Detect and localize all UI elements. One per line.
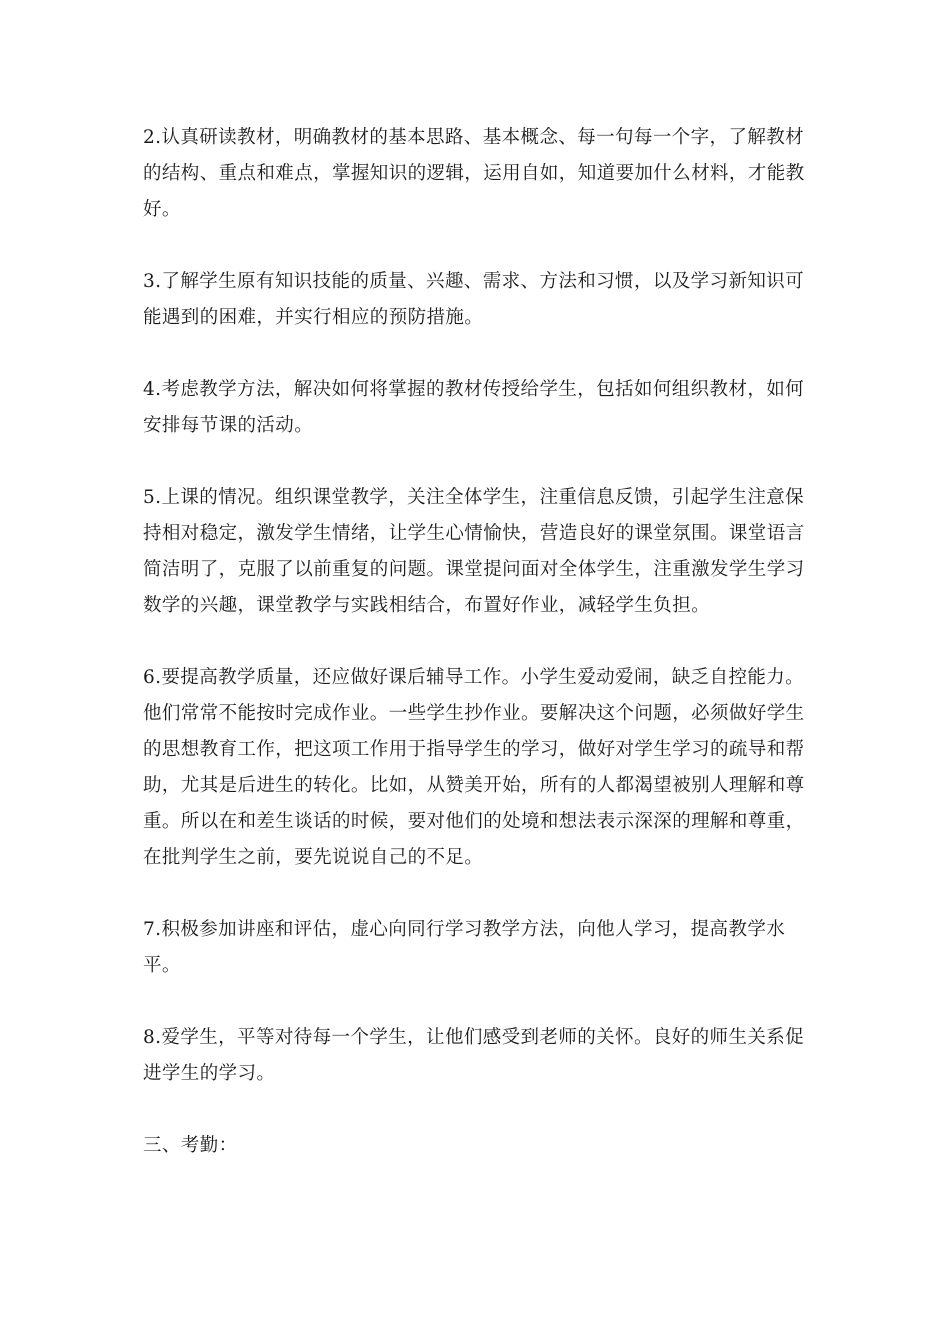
paragraph-item-5: 5.上课的情况。组织课堂教学，关注全体学生，注重信息反馈，引起学生注意保持相对稳定，激发学生情绪，让学生心情愉快，营造良好的课堂氛围。课堂语言简洁明了，克服了以前重复的问题。课堂提问面对全体学生，注重激发学生学习数学的兴趣，课堂教学与实践相结合，布置好作业，减轻学生负担。 (143, 487, 805, 616)
paragraph-item-7: 7.积极参加讲座和评估，虚心向同行学习教学方法，向他人学习，提高教学水平。 (143, 919, 786, 976)
paragraph-item-6: 6.要提高教学质量，还应做好课后辅导工作。小学生爱动爱闹，缺乏自控能力。他们常常不能按时完成作业。一些学生抄作业。要解决这个问题，必须做好学生的思想教育工作，把这项工作用于指导学生的学习，做好对学生学习的疏导和帮助，尤其是后进生的转化。比如，从赞美开始，所有的人都渴望被别人理解和尊重。所以在和差生谈话的时候，要对他们的处境和想法表示深深的理解和尊重，在批判学生之前，要先说说自己的不足。 (143, 667, 805, 868)
paragraph-item-3: 3.了解学生原有知识技能的质量、兴趣、需求、方法和习惯，以及学习新知识可能遇到的困难，并实行相应的预防措施。 (143, 271, 805, 328)
paragraph-item-4: 4.考虑教学方法，解决如何将掌握的教材传授给学生，包括如何组织教材，如何安排每节课的活动。 (143, 379, 805, 436)
section-heading-attendance: 三、考勤： (143, 1135, 238, 1156)
document-body (143, 120, 808, 1164)
paragraph-item-8: 8.爱学生，平等对待每一个学生，让他们感受到老师的关怀。良好的师生关系促进学生的学习。 (143, 1027, 805, 1084)
paragraph-item-2: 2.认真研读教材，明确教材的基本思路、基本概念、每一句每一个字，了解教材的结构、重点和难点，掌握知识的逻辑，运用自如，知道要加什么材料，才能教好。 (143, 127, 805, 220)
